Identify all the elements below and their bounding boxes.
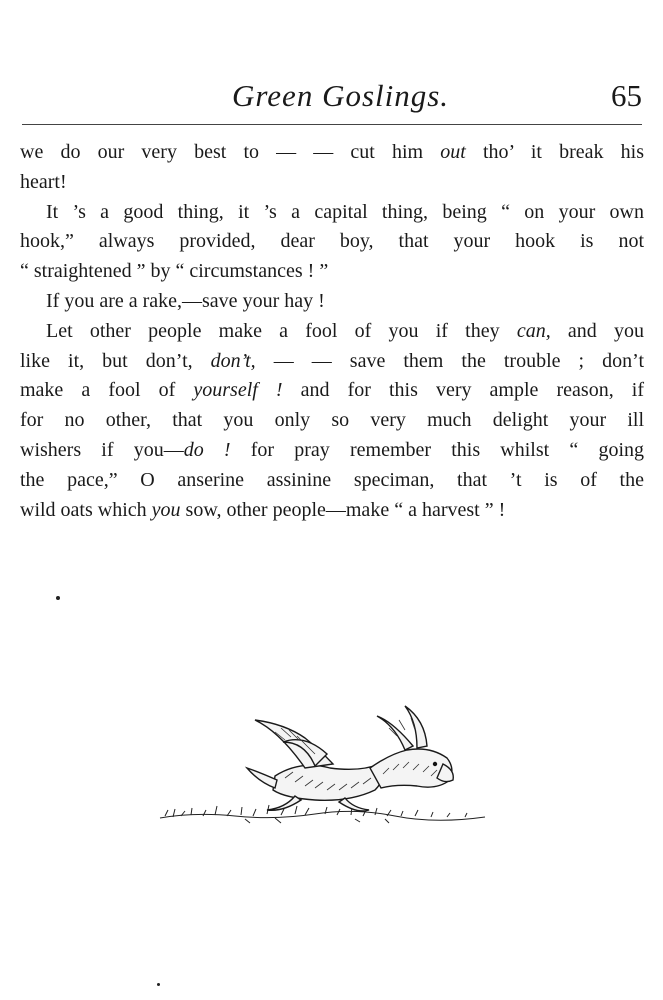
text-line: we do our very best to — — cut him out tho’ it break his (20, 141, 644, 163)
italic-emphasis: don’t, (210, 349, 256, 372)
italic-emphasis: you (151, 498, 181, 521)
text-line: It ’s a good thing, it ’s a capital thing, being “ on your own (46, 200, 644, 223)
text-line: wishers if you—do ! for pray remember this whilst “ going (20, 438, 645, 461)
text-line: heart! (20, 170, 67, 193)
ink-speck (157, 983, 160, 986)
text-line: If you are a rake,—save your hay ! (46, 289, 325, 312)
page-number: 65 (611, 78, 642, 113)
body-text (20, 138, 644, 525)
eye (433, 762, 437, 766)
grass-ground (160, 805, 485, 823)
italic-emphasis: yourself ! (193, 379, 283, 402)
text-line: like it, but don’t, don’t, — — save them the trouble ; don’t (20, 349, 644, 372)
ink-speck (56, 596, 60, 600)
text-line: the pace,” O anserine assinine speciman, that ’t is of the (20, 468, 644, 491)
italic-emphasis: out (440, 141, 466, 163)
winged-donkey-illustration (155, 698, 500, 838)
text-line: hook,” always provided, dear boy, that your hook is not (20, 230, 644, 253)
text-line: make a fool of yourself ! and for this very ample reason, if (20, 379, 644, 402)
italic-emphasis: can, (516, 319, 551, 342)
running-head (22, 78, 642, 118)
creature-body (247, 706, 453, 811)
header-rule (22, 124, 642, 125)
running-title: Green Goslings. (232, 78, 450, 113)
text-line: Let other people make a fool of you if they can, and you (46, 319, 644, 342)
text-line: for no other, that you only so very much delight your ill (20, 409, 644, 432)
text-line: wild oats which you sow, other people—make “ a harvest ” ! (20, 498, 506, 521)
italic-emphasis: do ! (183, 438, 231, 461)
text-line: “ straightened ” by “ circumstances ! ” (20, 260, 329, 283)
